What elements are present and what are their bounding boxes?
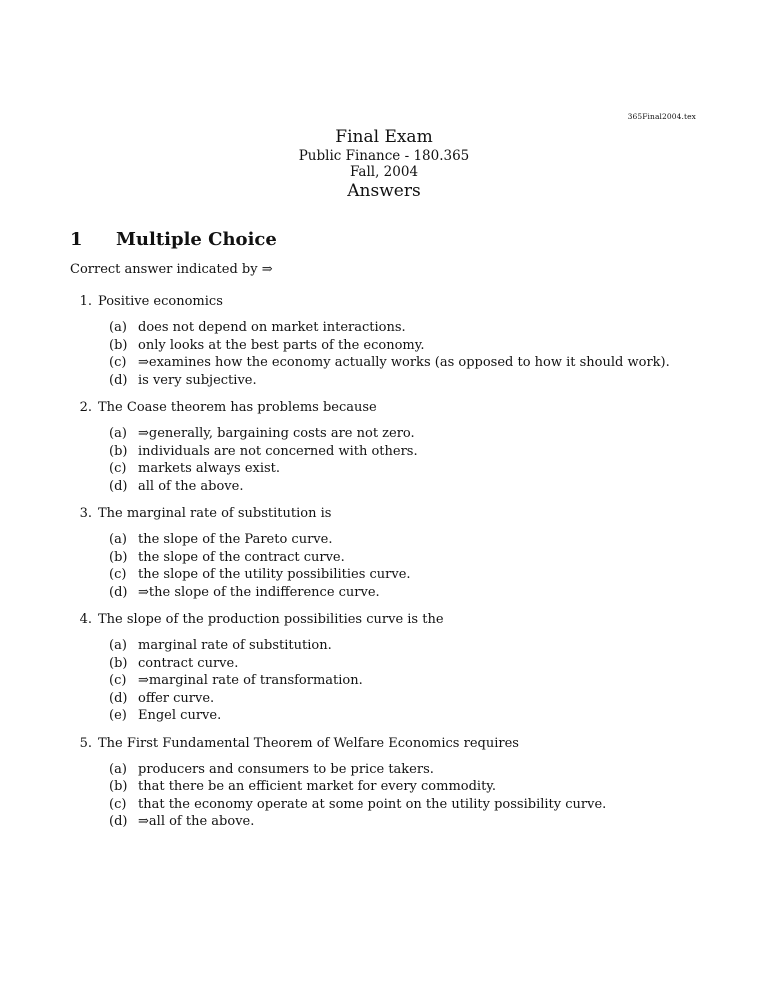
option-text: the slope of the indifference curve.	[148, 584, 380, 600]
option-text: the slope of the contract curve.	[138, 549, 345, 565]
option-item	[70, 478, 710, 496]
question-number: 5.	[79, 735, 92, 751]
question-text: Positive economics	[98, 294, 223, 309]
option-item	[70, 637, 710, 655]
question-text: The slope of the production possibilities curve is the	[98, 612, 444, 627]
option-text: the slope of the Pareto curve.	[138, 532, 333, 547]
file-name: 365Final2004.tex	[627, 112, 696, 121]
option-item	[70, 337, 710, 355]
option-label: (b)	[109, 655, 128, 671]
option-item	[70, 672, 710, 690]
question-line	[70, 612, 710, 628]
question	[70, 400, 710, 495]
option-label: (a)	[109, 761, 127, 777]
question	[70, 294, 710, 389]
option-text: the slope of the utility possibilities curve.	[138, 567, 411, 582]
option-text: is very subjective.	[138, 372, 257, 388]
option-list	[70, 319, 710, 389]
option-text: Engel curve.	[138, 708, 222, 723]
option-item	[70, 354, 710, 372]
question-number: 3.	[79, 506, 92, 521]
option-list	[70, 531, 710, 601]
exam-title: Final Exam	[335, 127, 433, 147]
intro-text: Correct answer indicated by ⇒	[70, 262, 273, 277]
option-label: (e)	[109, 708, 127, 723]
option-label: (c)	[109, 355, 127, 370]
option-item	[70, 549, 710, 567]
section-title: Multiple Choice	[116, 229, 277, 250]
option-text: all of the above.	[138, 478, 244, 494]
option-text: does not depend on market interactions.	[138, 320, 406, 335]
question-line	[70, 400, 710, 416]
option-text: contract curve.	[138, 655, 239, 671]
option-label: (d)	[109, 372, 128, 388]
option-item	[70, 460, 710, 478]
option-text: offer curve.	[138, 690, 215, 706]
course-name: Public Finance - 180.365	[298, 148, 470, 164]
question-line	[70, 294, 710, 310]
option-item	[70, 813, 710, 831]
option-label: (d)	[109, 478, 128, 494]
question-number: 1.	[79, 294, 92, 309]
option-item	[70, 425, 710, 443]
option-item	[70, 319, 710, 337]
answer-arrow-icon: ⇒	[138, 673, 149, 688]
title-block	[0, 126, 768, 202]
option-item	[70, 372, 710, 390]
option-text: only looks at the best parts of the economy.	[138, 337, 425, 353]
question	[70, 612, 710, 725]
option-list	[70, 425, 710, 495]
option-item	[70, 796, 710, 814]
question	[70, 506, 710, 601]
option-text: examines how the economy actually works (as opposed to how it should work).	[148, 355, 670, 370]
option-label: (c)	[109, 461, 127, 476]
answer-arrow-icon: ⇒	[138, 355, 149, 370]
question-number: 4.	[79, 612, 92, 627]
option-text: marginal rate of substitution.	[138, 638, 332, 653]
option-label: (a)	[109, 320, 127, 335]
option-text: that the economy operate at some point on the utility possibility curve.	[138, 796, 607, 812]
option-text: that there be an efficient market for every commodity.	[138, 779, 497, 794]
option-label: (b)	[109, 549, 128, 565]
option-item	[70, 778, 710, 796]
option-item	[70, 690, 710, 708]
option-label: (d)	[109, 814, 128, 829]
question-text: The First Fundamental Theorem of Welfare Economics requires	[98, 735, 519, 751]
option-item	[70, 655, 710, 673]
option-item	[70, 761, 710, 779]
option-label: (a)	[109, 532, 127, 547]
option-list	[70, 761, 710, 831]
option-text: generally, bargaining costs are not zero.	[148, 426, 415, 441]
answer-arrow-icon: ⇒	[138, 584, 149, 600]
question-line	[70, 736, 710, 752]
section-heading	[70, 229, 277, 251]
option-label: (c)	[109, 796, 127, 812]
option-text: individuals are not concerned with others.	[138, 443, 418, 459]
question-number: 2.	[79, 400, 92, 415]
exam-term: Fall, 2004	[349, 164, 419, 180]
question	[70, 736, 710, 831]
option-label: (d)	[109, 584, 128, 600]
option-text: producers and consumers to be price takers.	[138, 761, 434, 777]
question-text: The Coase theorem has problems because	[98, 400, 377, 415]
option-text: marginal rate of transformation.	[148, 673, 363, 688]
option-text: markets always exist.	[138, 461, 281, 476]
option-item	[70, 566, 710, 584]
option-label: (c)	[109, 673, 127, 688]
question-text: The marginal rate of substitution is	[98, 506, 332, 521]
option-label: (b)	[109, 443, 128, 459]
answers-heading: Answers	[347, 181, 421, 201]
question-list	[70, 294, 710, 842]
option-label: (b)	[109, 337, 128, 353]
option-item	[70, 584, 710, 602]
option-item	[70, 707, 710, 725]
option-label: (a)	[109, 426, 127, 441]
option-text: all of the above.	[148, 814, 255, 829]
option-label: (c)	[109, 567, 127, 582]
option-item	[70, 531, 710, 549]
option-item	[70, 443, 710, 461]
option-label: (b)	[109, 779, 128, 794]
option-label: (a)	[109, 638, 127, 653]
section-number: 1	[70, 229, 83, 250]
question-line	[70, 506, 710, 522]
option-label: (d)	[109, 690, 128, 706]
option-list	[70, 637, 710, 725]
answer-arrow-icon: ⇒	[138, 814, 149, 829]
answer-arrow-icon: ⇒	[138, 426, 149, 441]
